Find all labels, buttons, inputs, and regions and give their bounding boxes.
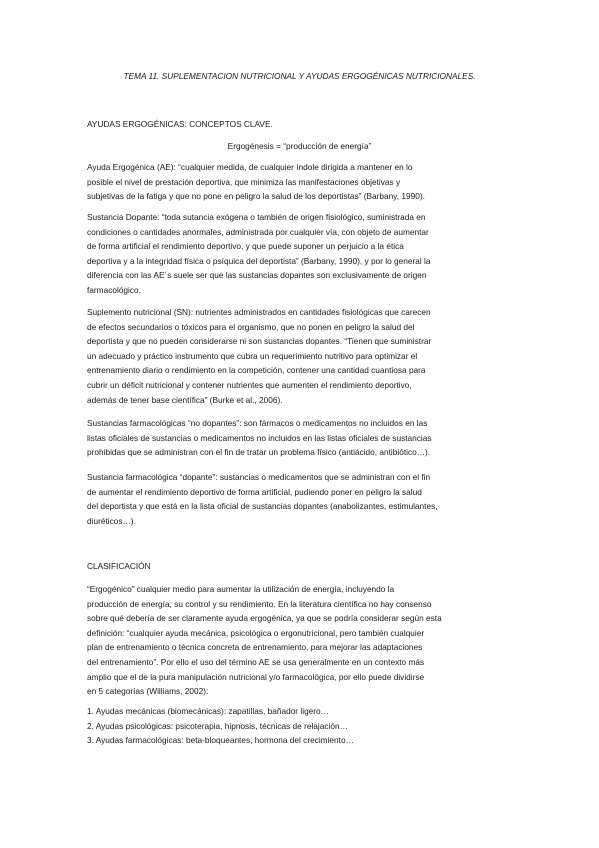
- paragraph-line: de aumentar el rendimiento deportivo de forma artificial, pudiendo poner en peligro la salud: [87, 486, 422, 497]
- paragraph-line: diuréticos…).: [87, 515, 136, 526]
- paragraph-line: del deportista y que está en la lista oficial de sustancias dopantes (anabolizantes, estimulantes,: [87, 501, 438, 512]
- ergogenesis-definition: Ergogénesis = “producción de energía”: [227, 141, 372, 151]
- paragraph-sustancia-dopante: [87, 210, 517, 298]
- paragraph-line: sobre qué debería de ser claramente ayuda ergogénica, ya que se podría considerar según esta: [87, 613, 442, 624]
- paragraph-line: diferencia con las AE´s suele ser que las sustancias dopantes son exclusivamente de origen: [87, 270, 427, 281]
- paragraph-line: listas oficiales de sustancias o medicamentos no incluidos en las listas oficiales de sustancias: [87, 432, 432, 443]
- paragraph-line: Sustancia Dopante: “toda sutancia exógena o también de origen fisiológico, suministrada en: [87, 212, 426, 222]
- paragraph-line: subjetivas de la fatiga y que no pone en peligro la salud de los deportistas” (Barbany, 1990).: [87, 191, 425, 202]
- paragraph-clasificacion: [87, 582, 517, 699]
- paragraph-line: prohibidas que se administran con el fin de tratar un problema físico (antiácido, antibiótico…).: [87, 447, 431, 458]
- paragraph-line: definición: “cualquier ayuda mecánica, psicológica o ergonutricional, pero también cualquier: [87, 627, 425, 638]
- list-item: 2. Ayudas psicológicas: psicoterapia, hipnosis, técnicas de relajación…: [87, 720, 348, 731]
- paragraph-line: Suplemento nutricional (SN): nutrientes administrados en cantidades fisiológicas que carecen: [87, 307, 431, 317]
- paragraph-line: además de tener base científica” (Burke et al., 2006).: [87, 394, 283, 405]
- paragraph-line: deportiva y a la integridad física o psíquica del deportista” (Barbany, 1990), y por lo general la: [87, 255, 431, 266]
- document-title: TEMA 11. SUPLEMENTACION NUTRICIONAL Y AYUDAS ERGOGÉNICAS NUTRICIONALES.: [123, 71, 476, 81]
- section-heading-clasificacion: CLASIFICACIÓN: [87, 561, 151, 571]
- categories-list: [87, 704, 517, 748]
- paragraph-line: en 5 categorías (Williams, 2002):: [87, 686, 209, 697]
- paragraph-line: de forma artificial el rendimiento deportivo, y que puede suponer un perjuicio a la ética: [87, 241, 404, 252]
- paragraph-line: deportista y que no pueden considerarse ni son sustancias dopantes. “Tienen que suministrar: [87, 336, 432, 347]
- paragraph-dopante: [87, 470, 517, 528]
- paragraph-line: cubrir un déficit nutricional y contener nutrientes que aumenten el rendimiento deportivo,: [87, 379, 412, 390]
- paragraph-line: de efectos secundarios o tóxicos para el organismo, que no ponen en peligro la salud del: [87, 321, 415, 332]
- paragraph-line: posible el nivel de prestación deportiva, que minimiza las manifestaciones objetivas y: [87, 176, 401, 187]
- list-item: 1. Ayudas mecánicas (biomecánicas): zapatillas, bañador ligero…: [87, 706, 329, 716]
- paragraph-ayuda-ergogenica: [87, 160, 517, 204]
- section-heading-conceptos: AYUDAS ERGOGÉNICAS: CONCEPTOS CLAVE.: [87, 119, 273, 129]
- paragraph-no-dopantes: [87, 416, 517, 460]
- paragraph-line: del entrenamiento”. Por ello el uso del término AE se usa generalmente en un contexto más: [87, 656, 425, 667]
- paragraph-line: entrenamiento diario o rendimiento en la competición, contener una cantidad cuantiosa para: [87, 365, 426, 376]
- paragraph-line: producción de energía; su control y su rendimiento. En la literatura científica no hay consenso: [87, 598, 432, 609]
- paragraph-line: Ayuda Ergogénica (AE): “cualquier medida, de cualquier índole dirigida a mantener en lo: [87, 162, 413, 172]
- paragraph-line: un adecuado y práctico instrumento que cubra un requerimiento nutritivo para optimizar el: [87, 350, 418, 361]
- paragraph-suplemento-nutricional: [87, 305, 517, 407]
- list-item: 3. Ayudas farmacológicas: beta-bloqueantes, hormona del crecimiento…: [87, 735, 354, 746]
- paragraph-line: plan de entrenamiento o técnica concreta de entrenamiento, para mejorar las adaptaciones: [87, 642, 423, 653]
- paragraph-line: Sustancias farmacológicas “no dopantes”: son fármacos o medicamentos no incluidos en las: [87, 418, 428, 428]
- paragraph-line: condiciones o cantidades anormales, administrada por cualquier vía, con objeto de aumentar: [87, 226, 429, 237]
- paragraph-line: amplio que el de la pura manipulación nutricional y/o farmacológica, por ello puede dividirse: [87, 671, 425, 682]
- paragraph-line: Sustancia farmacológica “dopante”: sustancias o medicamentos que se administran con el fin: [87, 472, 431, 482]
- paragraph-line: “Ergogénico” cualquier medio para aumentar la utilización de energía, incluyendo la: [87, 584, 395, 594]
- paragraph-line: farmacológico.: [87, 284, 141, 295]
